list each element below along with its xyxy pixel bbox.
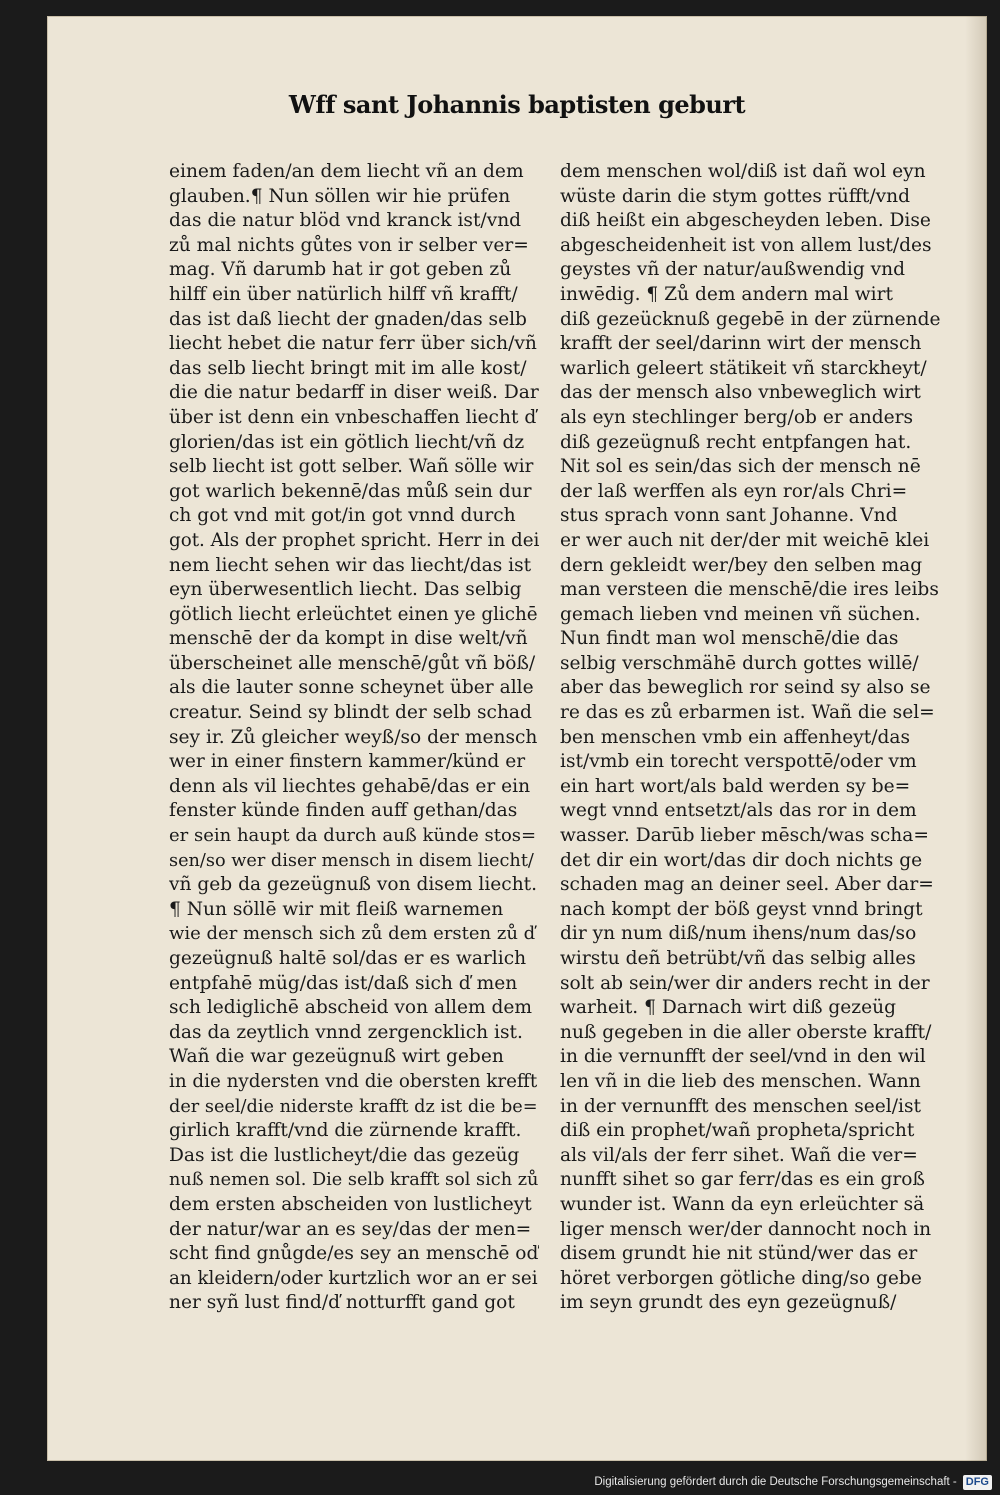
text-line: got warlich bekennē/das můß sein dur: [169, 480, 532, 502]
text-line: Wañ die war gezeügnuß wirt geben: [169, 1046, 504, 1068]
text-line: ben menschen vmb ein affenheyt/das: [560, 726, 911, 748]
text-line: nuß gegeben in die aller oberste krafft/: [560, 1021, 932, 1043]
text-line: höret verborgen götliche ding/so gebe: [560, 1267, 922, 1289]
text-line: entpfahē müg/das ist/daß sich ď men: [169, 972, 518, 994]
text-line: glorien/das ist ein götlich liecht/vñ dz: [169, 431, 525, 453]
text-line: diß heißt ein abgescheyden leben. Dise: [560, 210, 931, 232]
text-line: glauben.¶ Nun söllen wir hie prüfen: [169, 185, 511, 207]
text-line: girlich krafft/vnd die zürnende krafft.: [169, 1120, 522, 1142]
text-line: ¶ Nun söllē wir mit fleiß warnemen: [169, 898, 504, 920]
left-text-column: [169, 160, 539, 1316]
text-line: wasser. Darūb lieber mēsch/was scha=: [560, 825, 929, 847]
text-line: dern gekleidt wer/bey den selben mag: [560, 554, 923, 576]
text-line: an kleidern/oder kurtzlich wor an er sei: [169, 1267, 538, 1289]
text-line: krafft der seel/darinn wirt der mensch: [560, 333, 922, 355]
text-line: mag. Vñ darumb hat ir got geben zů: [169, 259, 512, 281]
text-line: götlich liecht erleüchtet einen ye glichē: [169, 603, 538, 625]
text-line: der natur/war an es sey/das der men=: [169, 1218, 532, 1240]
text-line: in der vernunfft des menschen seel/ist: [560, 1095, 921, 1117]
text-line: dir yn num diß/num ihens/num das/so: [560, 923, 917, 945]
text-line: warheit. ¶ Darnach wirt diß gezeüg: [560, 997, 896, 1019]
text-line: er sein haupt da durch auß künde stos=: [169, 825, 537, 847]
text-line: geystes vñ der natur/außwendig vnd: [560, 259, 906, 281]
text-line: abgescheidenheit ist von allem lust/des: [560, 234, 932, 256]
text-line: wegt vnnd entsetzt/als das ror in dem: [560, 800, 917, 822]
text-line: nuß nemen sol. Die selb krafft sol sich zů: [169, 1170, 539, 1191]
text-line: ch got vnd mit got/in got vnnd durch: [169, 505, 516, 527]
text-line: nunfft sihet so gar ferr/das es ein groß: [560, 1169, 925, 1191]
text-line: dem ersten abscheiden von lustlicheyt: [169, 1193, 532, 1215]
text-line: das da zeytlich vnnd zergencklich ist.: [169, 1021, 523, 1043]
text-line: als die lauter sonne scheynet über alle: [169, 677, 534, 699]
text-line: liecht hebet die natur ferr über sich/vñ: [169, 333, 537, 355]
text-line: das ist daß liecht der gnaden/das selb: [169, 308, 527, 330]
text-line: das selb liecht bringt mit im alle kost/: [169, 357, 527, 379]
text-line: das der mensch also vnbeweglich wirt: [560, 382, 921, 404]
text-line: sey ir. Zů gleicher weyß/so der mensch: [169, 726, 538, 748]
text-line: aber das beweglich ror seind sy also se: [560, 677, 931, 699]
text-line: nach kompt der böß geyst vnnd bringt: [560, 898, 923, 920]
text-line: schaden mag an deiner seel. Aber dar=: [560, 874, 934, 896]
text-line: in die vernunfft der seel/vnd in den wil: [560, 1046, 926, 1068]
text-line: selb liecht ist gott selber. Wañ sölle wir: [169, 456, 534, 478]
text-line: re das es zů erbarmen ist. Wañ die sel=: [560, 702, 935, 724]
text-line: der seel/die niderste krafft dz ist die be=: [169, 1096, 538, 1117]
text-line: überscheinet alle menschē/gůt vñ böß/: [169, 652, 536, 674]
text-line: solt ab sein/wer dir anders recht in der: [560, 972, 930, 994]
text-line: dem menschen wol/diß ist dañ wol eyn: [560, 161, 926, 182]
text-line: diß gezeücknuß gegebē in der zürnende: [560, 308, 941, 330]
text-line: Das ist die lustlicheyt/die das gezeüg: [169, 1144, 520, 1166]
text-line: wie der mensch sich zů dem ersten zů ď: [169, 923, 536, 945]
text-line: Nun findt man wol menschē/die das: [560, 628, 899, 650]
text-line: diß gezeügnuß recht entpfangen hat.: [560, 431, 912, 453]
text-line: über ist denn ein vnbeschaffen liecht ď: [169, 406, 537, 428]
text-line: als eyn stechlinger berg/ob er anders: [560, 406, 914, 428]
book-page: [47, 16, 987, 1461]
text-line: got. Als der prophet spricht. Herr in dei: [169, 529, 539, 551]
text-line: in die nydersten vnd die obersten krefft: [169, 1070, 538, 1092]
dfg-logo: DFG: [963, 1475, 992, 1490]
text-line: selbig verschmähē durch gottes willē/: [560, 652, 919, 674]
right-text-column: [560, 160, 945, 1316]
funding-footer: [540, 1473, 992, 1491]
text-line: wer in einer finstern kammer/künd er: [169, 751, 526, 773]
text-line: menschē der da kompt in dise welt/vñ: [169, 628, 528, 650]
text-line: det dir ein wort/das dir doch nichts ge: [560, 849, 923, 871]
text-line: ein hart wort/als bald werden sy be=: [560, 775, 911, 797]
text-line: warlich geleert stätikeit vñ starckheyt/: [560, 357, 927, 379]
text-line: das die natur blöd vnd kranck ist/vnd: [169, 210, 522, 232]
text-line: disem grundt hie nit stünd/wer das er: [560, 1243, 918, 1265]
text-line: diß ein prophet/wañ propheta/spricht: [560, 1120, 915, 1142]
text-line: wunder ist. Wann da eyn erleüchter sä: [560, 1193, 925, 1215]
text-line: man versteen die menschē/die ires leibs: [560, 579, 939, 601]
text-line: einem faden/an dem liecht vñ an dem: [169, 161, 524, 182]
text-line: len vñ in die lieb des menschen. Wann: [560, 1070, 921, 1092]
text-line: fenster künde finden auff gethan/das: [169, 800, 518, 822]
text-line: als vil/als der ferr sihet. Wañ die ver=: [560, 1144, 918, 1166]
text-line: liger mensch wer/der dannocht noch in: [560, 1218, 932, 1240]
funding-notice: Digitalisierung gefördert durch die Deutsche Forschungsgemeinschaft -: [594, 1476, 957, 1488]
text-line: Nit sol es sein/das sich der mensch nē: [560, 456, 921, 478]
page-edge-shadow: [965, 16, 987, 1461]
text-line: nem liecht sehen wir das liecht/das ist: [169, 554, 532, 576]
text-line: er wer auch nit der/der mit weichē klei: [560, 529, 930, 551]
text-line: eyn überwesentlich liecht. Das selbig: [169, 579, 522, 601]
text-line: inwēdig. ¶ Zů dem andern mal wirt: [560, 283, 893, 305]
text-line: die die natur bedarff in diser weiß. Dar: [169, 382, 539, 404]
text-line: ner syñ lust find/ď notturfft gand got: [169, 1292, 515, 1314]
text-line: wüste darin die stym gottes rüfft/vnd: [560, 185, 911, 207]
text-line: zů mal nichts gůtes von ir selber ver=: [169, 234, 529, 256]
text-line: wirstu deñ betrübt/vñ das selbig alles: [560, 948, 916, 969]
text-line: stus sprach vonn sant Johanne. Vnd: [560, 505, 898, 527]
text-line: creatur. Seind sy blindt der selb schad: [169, 702, 532, 724]
text-line: im seyn grundt des eyn gezeügnuß/: [560, 1292, 897, 1314]
text-line: vñ geb da gezeügnuß von disem liecht.: [169, 874, 538, 896]
text-line: gezeügnuß haltē sol/das er es warlich: [169, 948, 527, 969]
text-line: sch lediglichē abscheid von allem dem: [169, 997, 533, 1019]
text-line: denn als vil liechtes gehabē/das er ein: [169, 775, 531, 797]
text-line: hilff ein über natürlich hilff vñ krafft/: [169, 283, 518, 305]
text-line: scht find gnůgde/es sey an menschē oď: [169, 1243, 539, 1265]
text-line: gemach lieben vnd meinen vñ süchen.: [560, 603, 921, 625]
text-line: der laß werffen als eyn ror/als Chri=: [560, 480, 908, 502]
text-line: sen/so wer diser mensch in disem liecht/: [169, 850, 534, 871]
text-line: ist/vmb ein torecht verspottē/oder vm: [560, 751, 917, 773]
page-heading: Wff sant Johannis baptisten geburt: [288, 90, 746, 119]
